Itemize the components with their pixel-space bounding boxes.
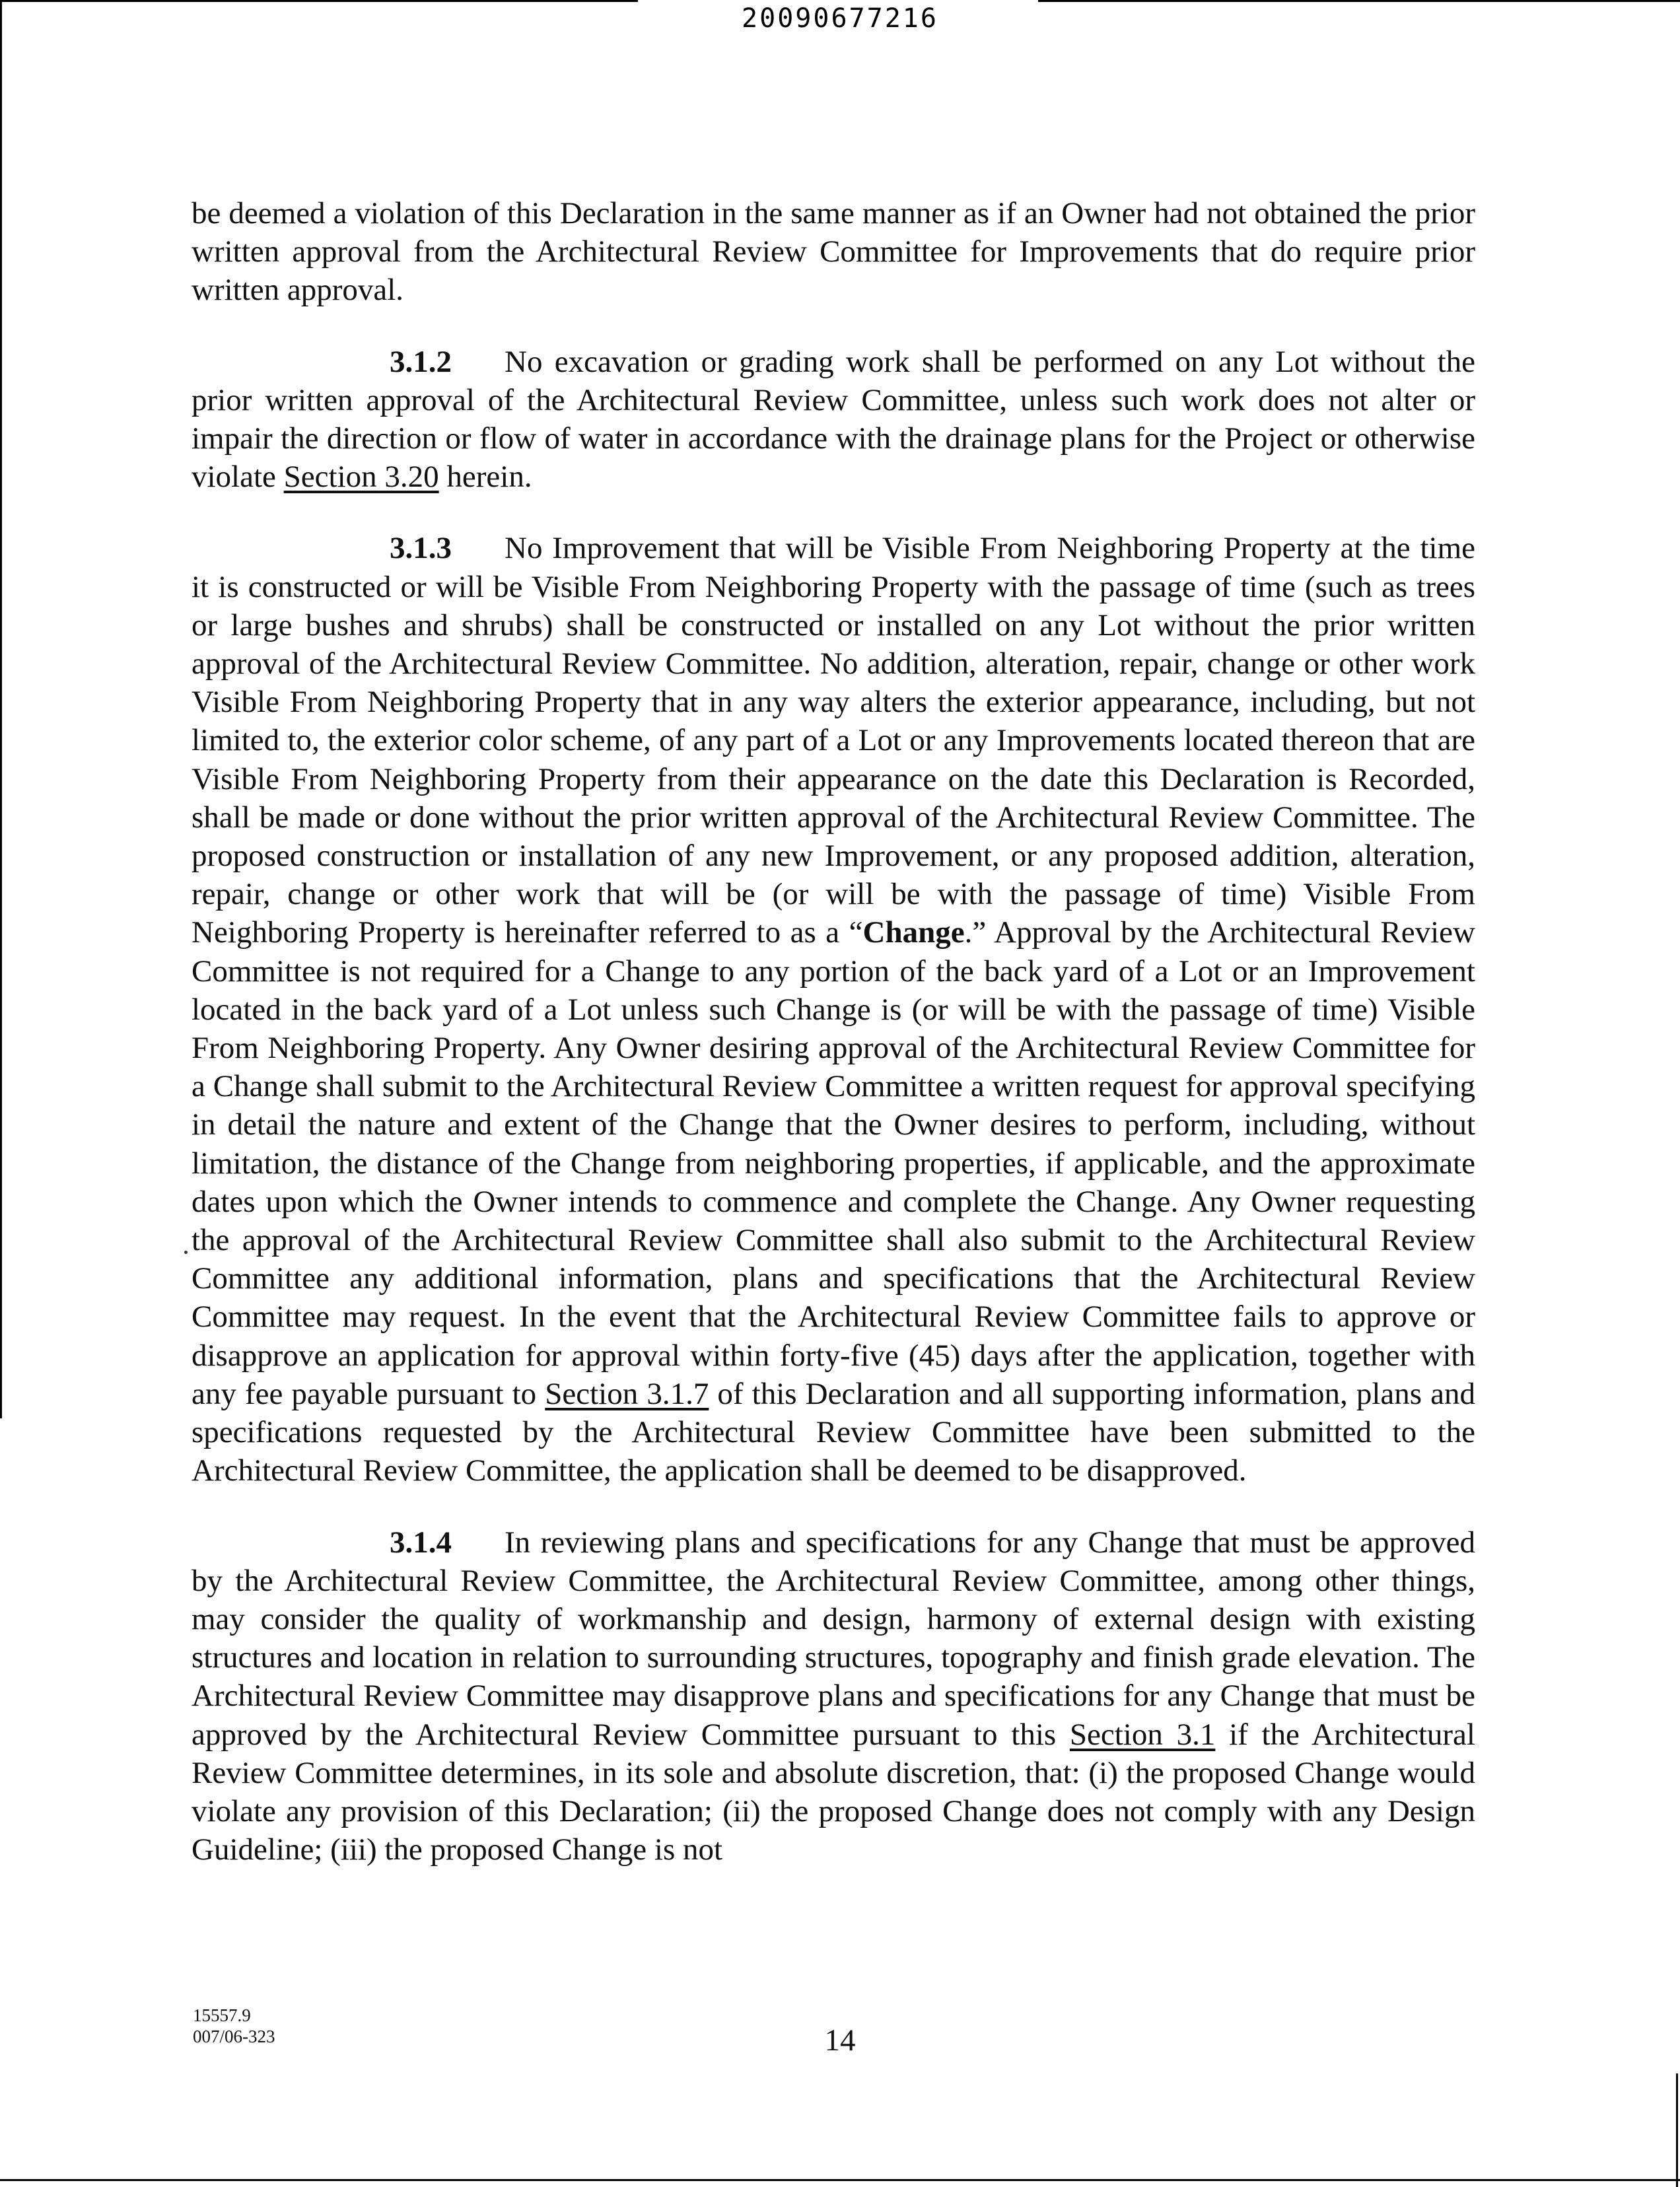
bottom-border xyxy=(0,2179,1680,2181)
continued-text: be deemed a violation of this Declaration in the same manner as if an Owner had not obtained the prior written approval from the Architectural Review Committee for Improvements that do require prior written approval. xyxy=(192,196,1475,308)
section-text-end: of this Declaration and all supporting information, plans and specifications requested by the Architectural Review Committee have been submitted to the Architectural Review Committee, the application shall be deemed to be disapproved. xyxy=(192,1376,1476,1488)
section-text: In reviewing plans and specifications for any Change that must be approved by the Architectural Review Committee, the Architectural Review Committee, among other things, may consider the quality of workmanship and design, harmony of external design with existing structures and location in relation to surrounding structures, topography and finish grade elevation. The Architectural Review Committee may disapprove plans and specifications for any Change that must be approved by the Architectural Review Committee pursuant to this xyxy=(192,1525,1475,1752)
section-text-end: herein. xyxy=(438,460,532,495)
section-reference: Section 3.1 xyxy=(1069,1717,1216,1752)
section-text: No excavation or grading work shall be performed on any Lot without the prior written approval of the Architectural Review Committee, unless such work does not alter or impair the direction or flow of water in accordance with the drainage plans for the Project or otherwise violate xyxy=(192,344,1475,495)
footer-code-line: 007/06-323 xyxy=(193,2027,275,2046)
section-3-1-3 xyxy=(192,529,1475,1490)
continued-paragraph xyxy=(192,194,1475,310)
section-text-continued: .” Approval by the Architectural Review Committee is not required for a Change to any portion of the back yard of a Lot or an Improvement located in the back yard of a Lot unless such Change is (or will be with the passage of time) Visible From Neighboring Property. Any Owner desiring approval of the Architectural Review Committee for a Change shall submit to the Architectural Review Committee a written request for approval specifying in detail the nature and extent of the Change that the Owner desires to perform, including, without limitation, the distance of the Change from neighboring properties, if applicable, and the approximate dates upon which the Owner intends to commence and complete the Change. Any Owner requesting the approval of the Architectural Review Committee shall also submit to the Architectural Review Committee any additional information, plans and specifications that the Architectural Review Committee may request. In the event that the Architectural Review Committee fails to approve or disapprove an application for approval within forty-five (45) days after the application, together with any fee payable pursuant to xyxy=(192,915,1475,1411)
footer-code-line: 15557.9 xyxy=(193,2005,251,2025)
section-reference: Section 3.20 xyxy=(283,460,439,495)
page-number: 14 xyxy=(824,2023,856,2058)
section-number: 3.1.4 xyxy=(390,1525,452,1560)
section-number: 3.1.2 xyxy=(390,344,452,379)
right-scan-edge xyxy=(1676,2073,1678,2187)
left-scan-edge xyxy=(0,0,2,1418)
section-reference: Section 3.1.7 xyxy=(545,1376,709,1411)
section-text-end: if the Architectural Review Committee determines, in its sole and absolute discretion, that: (i) the proposed Change would violate any provision of this Declaration; (ii) the proposed Change does not comply with any Design Guideline; (iii) the proposed Change is not xyxy=(192,1717,1475,1867)
document-body xyxy=(192,194,1475,1902)
defined-term: Change xyxy=(862,915,965,950)
section-3-1-2 xyxy=(192,343,1475,497)
scan-speck xyxy=(184,1251,188,1254)
section-text: No Improvement that will be Visible From Neighboring Property at the time it is constructed or will be Visible From Neighboring Property with the passage of time (such as trees or large bushes and shrubs) shall be constructed or installed on any Lot without the prior written approval of the Architectural Review Committee. No addition, alteration, repair, change or other work Visible From Neighboring Property that in any way alters the exterior appearance, including, but not limited to, the exterior color scheme, of any part of a Lot or any Improvements located thereon that are Visible From Neighboring Property from their appearance on the date this Declaration is Recorded, shall be made or done without the prior written approval of the Architectural Review Committee. The proposed construction or installation of any new Improvement, or any proposed addition, alteration, repair, change or other work that will be (or will be with the passage of time) Visible From Neighboring Property is hereinafter referred to as a “ xyxy=(192,531,1475,950)
section-number: 3.1.3 xyxy=(390,531,452,566)
recording-number: 20090677216 xyxy=(742,3,938,34)
section-3-1-4 xyxy=(192,1523,1475,1869)
